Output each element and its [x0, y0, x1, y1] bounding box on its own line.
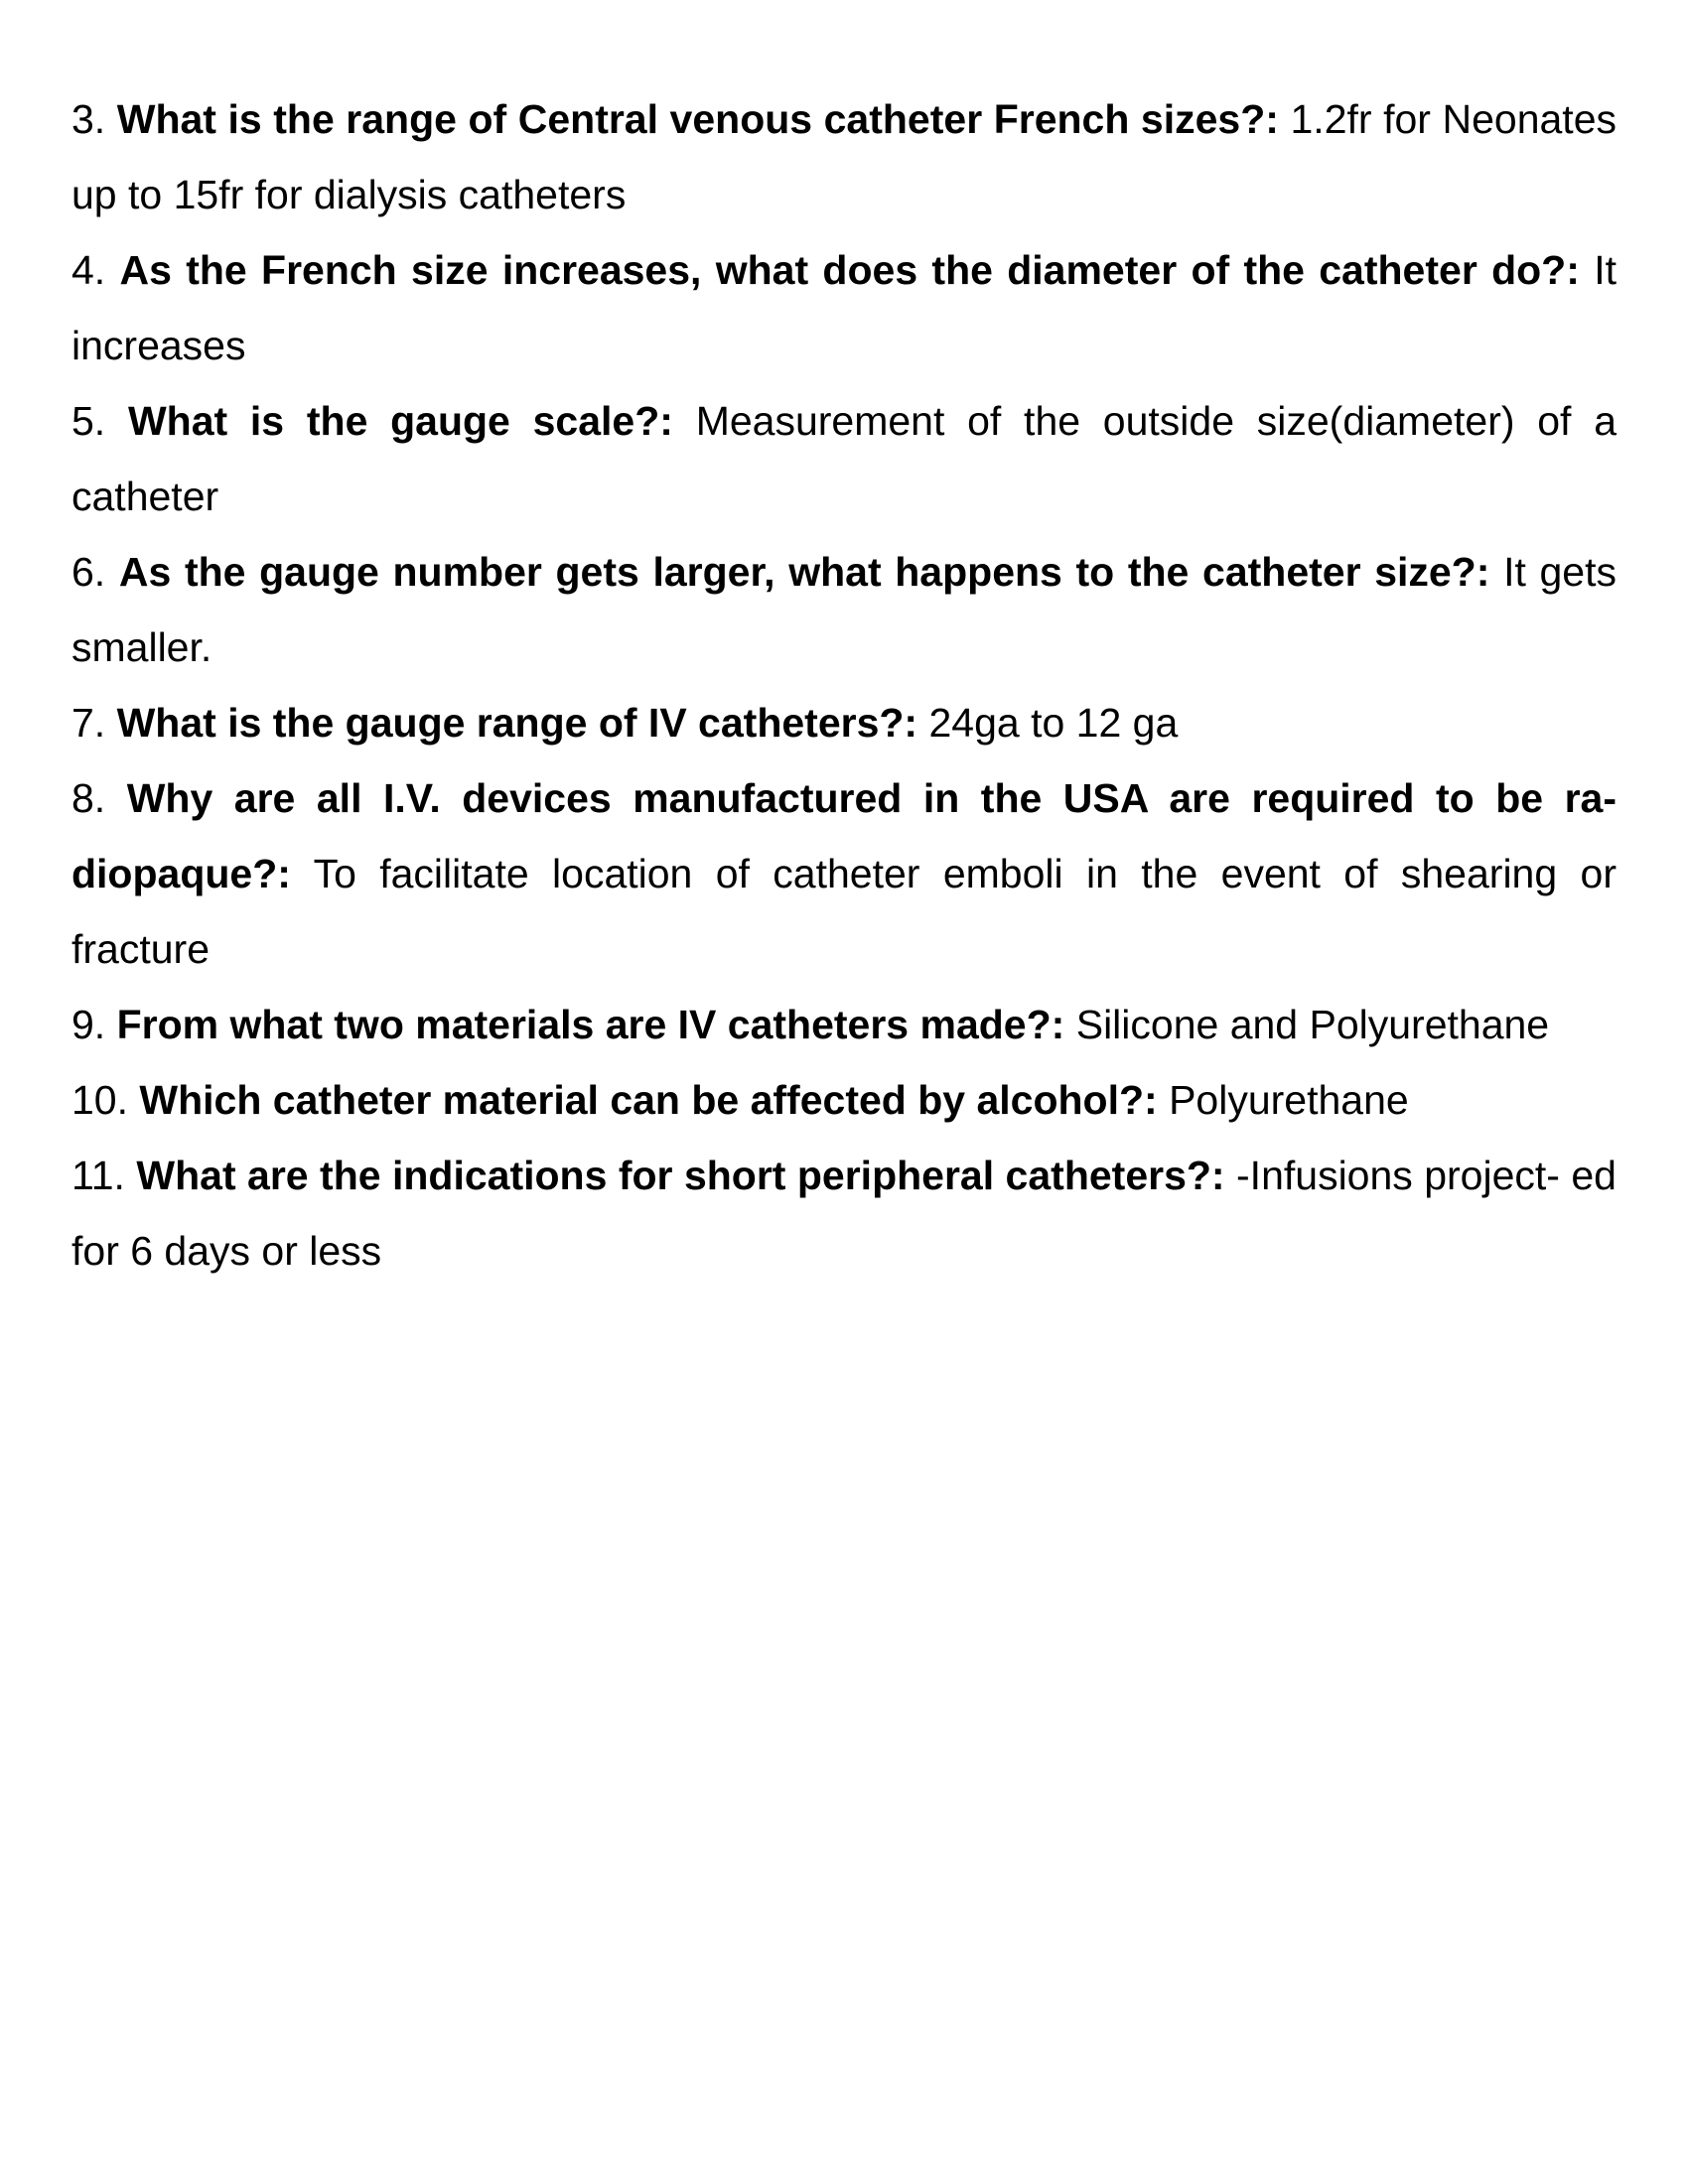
item-answer: It gets smaller. [71, 549, 1617, 670]
item-number: 9. [71, 1002, 106, 1047]
item-answer: Polyurethane [1169, 1077, 1409, 1123]
item-question: What are the indications for short peripheral catheters?: [136, 1153, 1225, 1198]
qa-item-4 [71, 232, 1617, 383]
item-answer: 24ga to 12 ga [928, 700, 1179, 746]
qa-item-5 [71, 383, 1617, 534]
item-question: As the gauge number gets larger, what happens to the catheter size?: [118, 549, 1490, 595]
qa-item-9 [71, 987, 1617, 1062]
item-question: As the French size increases, what does the diameter of the catheter do?: [119, 247, 1580, 293]
qa-item-6 [71, 534, 1617, 685]
qa-item-11 [71, 1138, 1617, 1289]
qa-item-3 [71, 81, 1617, 232]
item-answer: Silicone and Polyurethane [1075, 1002, 1550, 1047]
item-number: 4. [71, 247, 106, 293]
item-answer: 1.2fr for Neonates up to 15fr for dialysis catheters [71, 96, 1617, 217]
item-question: From what two materials are IV catheters made?: [116, 1002, 1065, 1047]
item-question: What is the gauge range of IV catheters?: [116, 700, 918, 746]
item-number: 10. [71, 1077, 128, 1123]
item-number: 8. [71, 775, 106, 821]
qa-list [71, 81, 1617, 1289]
item-answer: To facilitate location of catheter emboli in the event of shearing or fracture [71, 851, 1617, 972]
item-number: 6. [71, 549, 106, 595]
item-answer: Measurement of the outside size(diameter) of a catheter [71, 398, 1617, 519]
item-number: 7. [71, 700, 106, 746]
item-question: Why are all I.V. devices manufactured in the USA are required to be ra- diopaque?: [71, 775, 1617, 896]
item-question: What is the range of Central venous catheter French sizes?: [116, 96, 1279, 142]
item-question: Which catheter material can be affected by alcohol?: [139, 1077, 1158, 1123]
item-answer: It increases [71, 247, 1617, 368]
qa-item-7 [71, 685, 1617, 760]
qa-item-8 [71, 760, 1617, 987]
item-number: 3. [71, 96, 106, 142]
item-number: 11. [71, 1153, 125, 1198]
qa-item-10 [71, 1062, 1617, 1138]
item-question: What is the gauge scale?: [127, 398, 673, 444]
item-number: 5. [71, 398, 106, 444]
item-answer: -Infusions project- ed for 6 days or less [71, 1153, 1617, 1274]
